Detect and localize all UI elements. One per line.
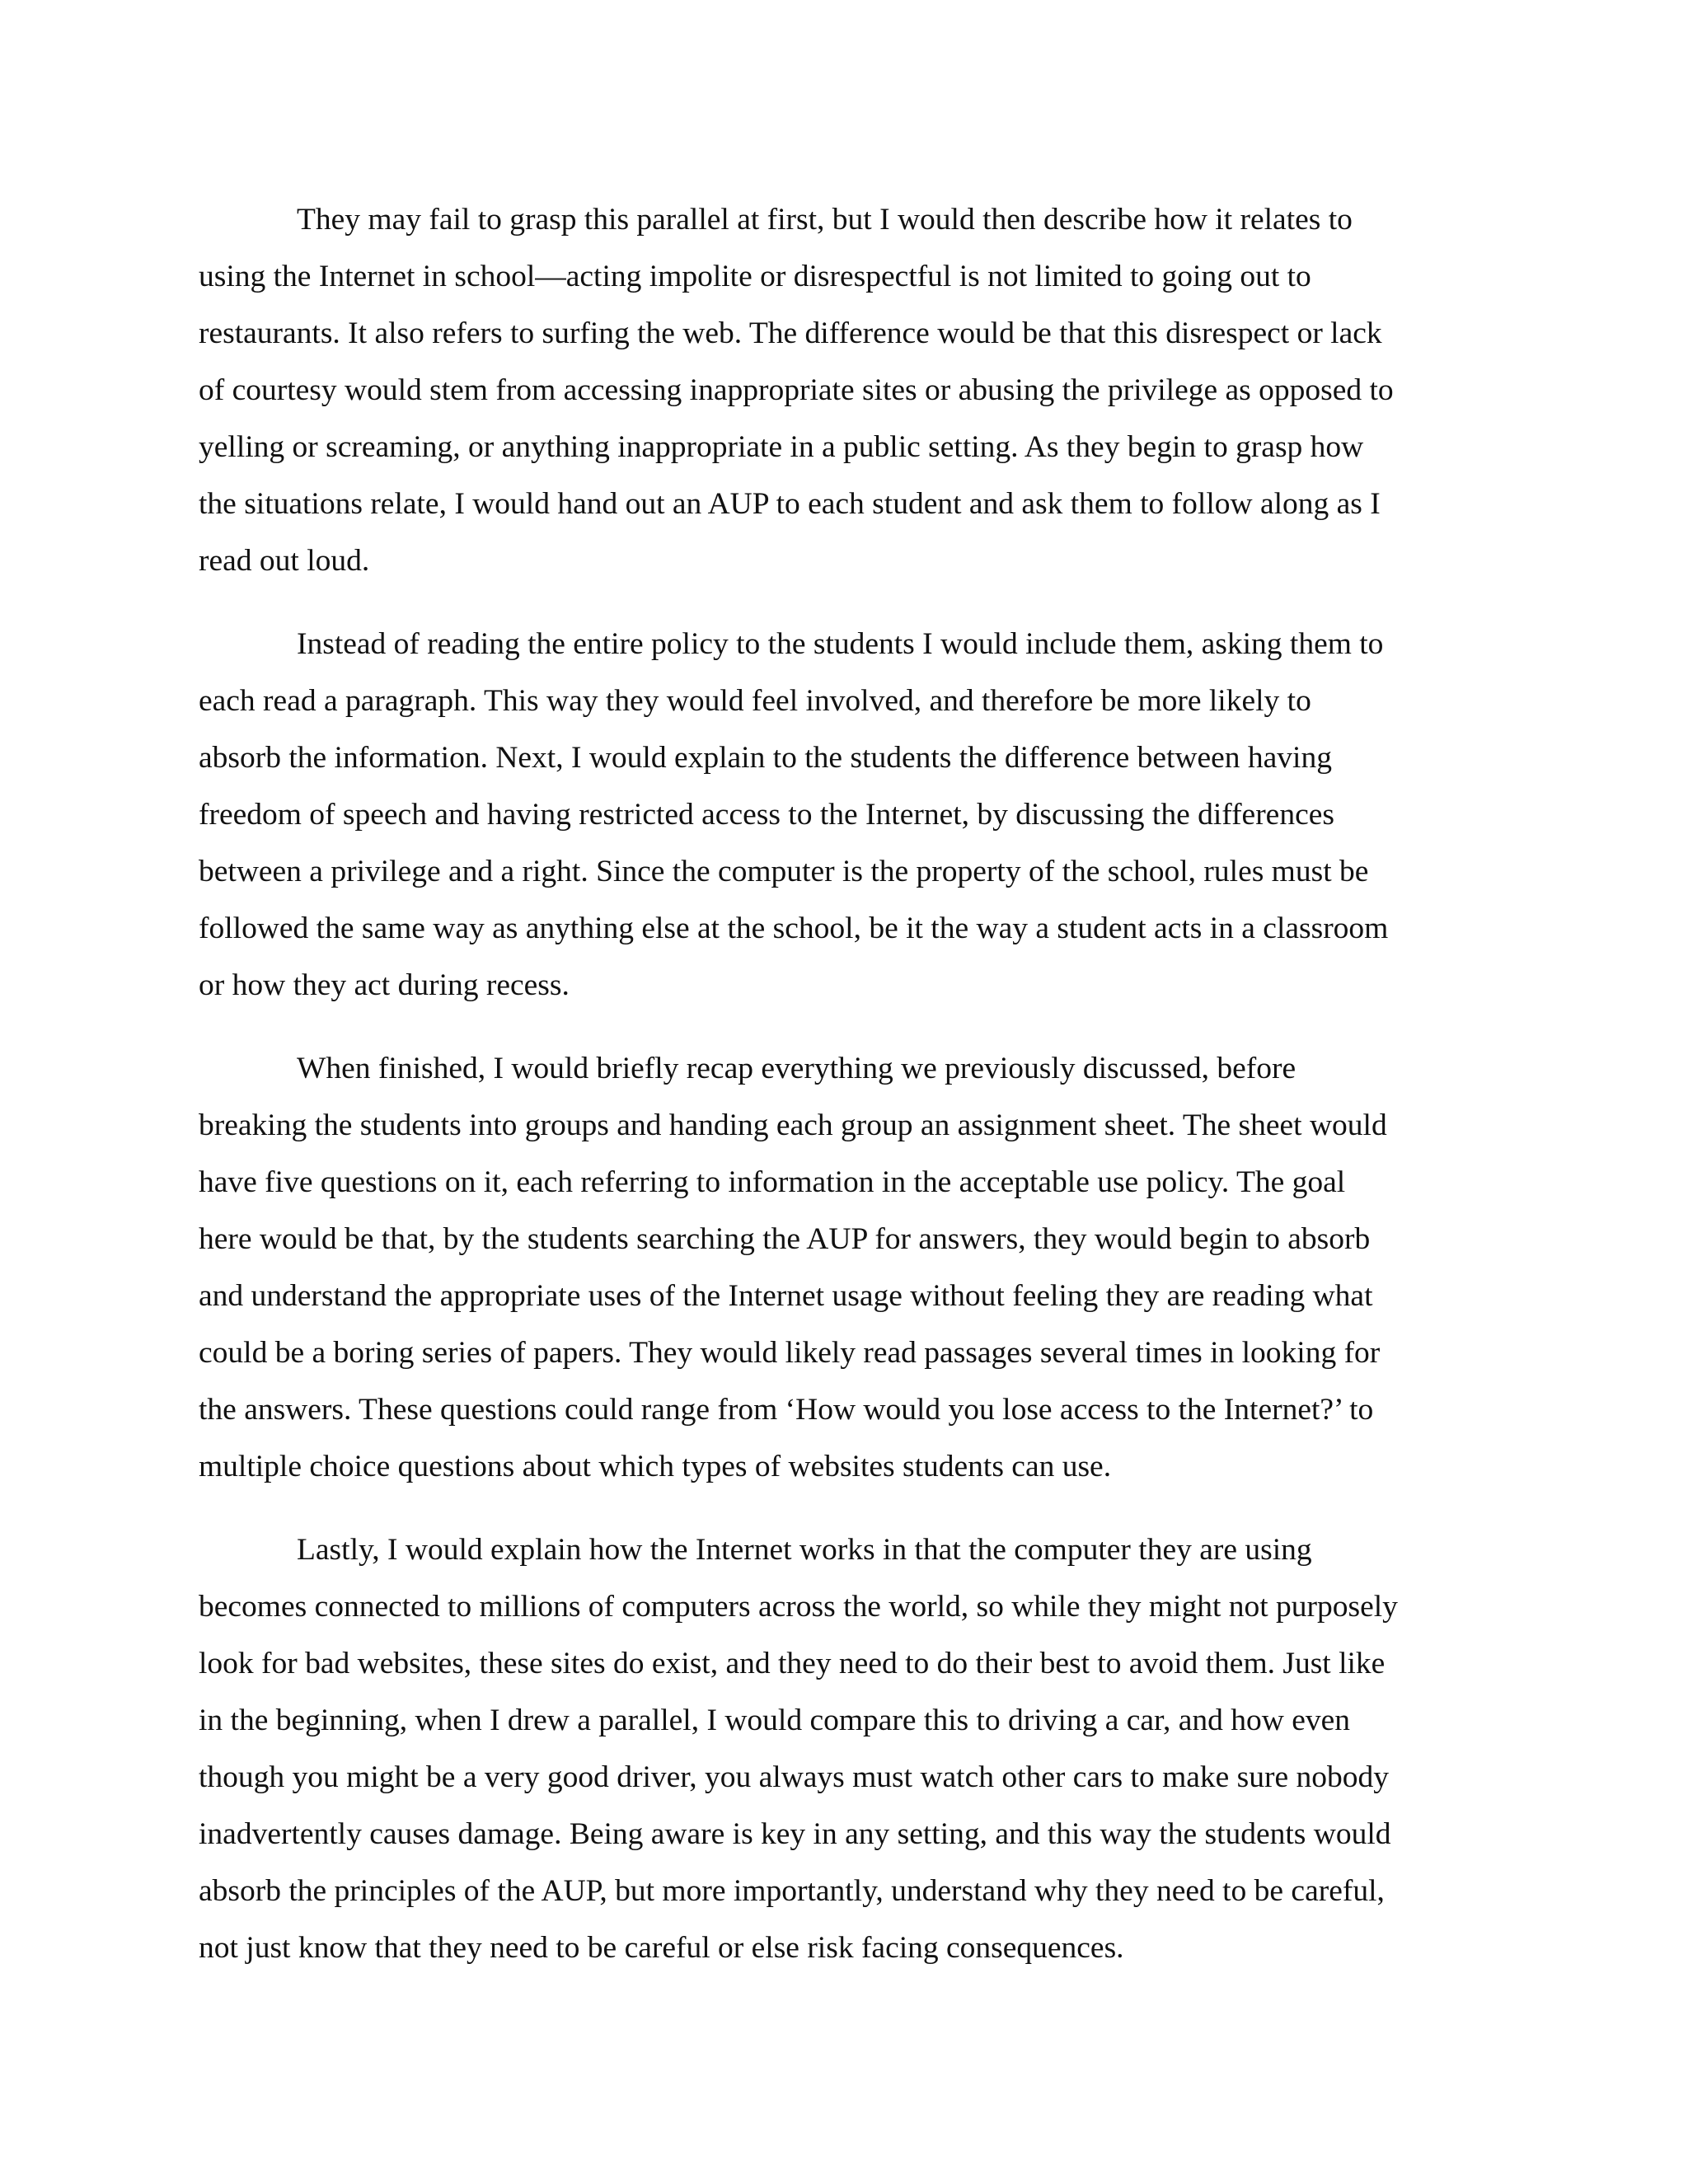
paragraph-1-line-1: They may fail to grasp this parallel at first, but I would then describe how it relates to [297, 203, 1353, 237]
paragraph-3-line-3: have five questions on it, each referring to information in the acceptable use policy. The goal [199, 1165, 1346, 1199]
paragraph-2-line-4: freedom of speech and having restricted access to the Internet, by discussing the differences [199, 798, 1334, 832]
paragraph-4-line-4: in the beginning, when I drew a parallel, I would compare this to driving a car, and how even [199, 1704, 1351, 1737]
paragraph-1 [199, 191, 1484, 589]
paragraph-1-line-4: of courtesy would stem from accessing inappropriate sites or abusing the privilege as opposed to [199, 373, 1394, 407]
paragraph-4 [199, 1521, 1484, 1976]
paragraph-4-line-1: Lastly, I would explain how the Internet works in that the computer they are using [297, 1533, 1312, 1567]
paragraph-4-line-6: inadvertently causes damage. Being aware is key in any setting, and this way the students would [199, 1817, 1391, 1851]
paragraph-3-line-7: the answers. These questions could range from ‘How would you lose access to the Internet?’ to [199, 1393, 1374, 1427]
paragraph-2-line-3: absorb the information. Next, I would explain to the students the difference between having [199, 741, 1332, 775]
paragraph-4-line-3: look for bad websites, these sites do exist, and they need to do their best to avoid them. Just like [199, 1647, 1386, 1680]
paragraph-1-line-3: restaurants. It also refers to surfing the web. The difference would be that this disrespect or lack [199, 316, 1382, 350]
paragraph-4-line-5: though you might be a very good driver, you always must watch other cars to make sure nobody [199, 1760, 1390, 1794]
paragraph-2-line-7: or how they act during recess. [199, 968, 570, 1002]
paragraph-1-line-6: the situations relate, I would hand out an AUP to each student and ask them to follow along as I [199, 487, 1381, 521]
paragraph-3-line-4: here would be that, by the students searching the AUP for answers, they would begin to absorb [199, 1222, 1371, 1256]
paragraph-3-line-5: and understand the appropriate uses of the Internet usage without feeling they are reading what [199, 1279, 1373, 1313]
paragraph-2-line-5: between a privilege and a right. Since the computer is the property of the school, rules must be [199, 855, 1369, 888]
paragraph-3-line-8: multiple choice questions about which types of websites students can use. [199, 1450, 1112, 1483]
paragraph-1-line-5: yelling or screaming, or anything inappropriate in a public setting. As they begin to grasp how [199, 430, 1364, 464]
paragraph-2-line-1: Instead of reading the entire policy to the students I would include them, asking them to [297, 627, 1384, 661]
paragraph-3-line-1: When finished, I would briefly recap everything we previously discussed, before [297, 1052, 1296, 1085]
paragraph-2-line-2: each read a paragraph. This way they would feel involved, and therefore be more likely to [199, 684, 1311, 718]
paragraph-1-line-2: using the Internet in school—acting impolite or disrespectful is not limited to going out to [199, 260, 1311, 293]
paragraph-3 [199, 1040, 1484, 1495]
paragraph-4-line-2: becomes connected to millions of computers across the world, so while they might not purposely [199, 1590, 1398, 1624]
paragraph-2-line-6: followed the same way as anything else at the school, be it the way a student acts in a classroom [199, 912, 1389, 945]
paragraph-1-line-7: read out loud. [199, 544, 370, 578]
paragraph-4-line-8: not just know that they need to be careful or else risk facing consequences. [199, 1931, 1124, 1965]
paragraph-4-line-7: absorb the principles of the AUP, but more importantly, understand why they need to be careful, [199, 1874, 1385, 1908]
paragraph-3-line-6: could be a boring series of papers. They would likely read passages several times in looking for [199, 1336, 1381, 1370]
document-body [199, 191, 1484, 2003]
paragraph-2 [199, 616, 1484, 1014]
paragraph-3-line-2: breaking the students into groups and handing each group an assignment sheet. The sheet would [199, 1108, 1387, 1142]
